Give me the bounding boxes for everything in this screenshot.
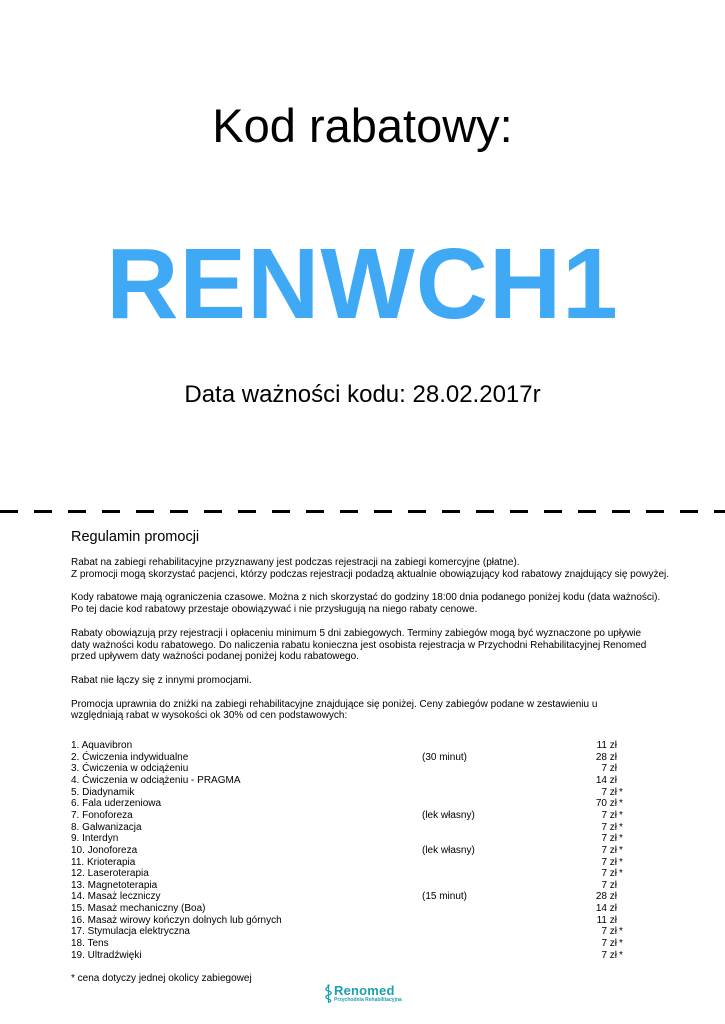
- price-asterisk: *: [619, 926, 623, 938]
- paragraph-line: Rabat na zabiegi rehabilitacyjne przyznawany jest podczas rejestracji na zabiegi komercyjne (płatne).: [71, 557, 520, 568]
- treatment-name: 11. Krioterapia: [71, 856, 136, 868]
- treatment-name: 4. Ćwiczenia w odciążeniu - PRAGMA: [71, 775, 241, 787]
- treatment-note: (lek własny): [422, 810, 475, 821]
- paragraph-line: Rabat nie łączy się z innymi promocjami.: [71, 674, 252, 686]
- treatment-name: 7. Fonoforeza: [71, 810, 133, 821]
- treatment-price: 14 zł: [595, 775, 617, 787]
- price-list-item: [71, 810, 671, 822]
- paragraph-line: Z promocji mogą skorzystać pacjenci, którzy podczas rejestracji podadzą aktualnie obowiązujący kod rabatowy znajdujący się powyżej.: [71, 568, 670, 580]
- treatment-price: 70 zł: [595, 798, 617, 810]
- treatment-price: 7 zł: [601, 868, 617, 880]
- price-list-item: [71, 798, 671, 810]
- treatment-name: 15. Masaż mechaniczny (Boa): [71, 903, 206, 915]
- price-list-item: [71, 891, 671, 903]
- rules-paragraphs: [71, 557, 671, 722]
- paragraph-line: Rabaty obowiązują przy rejestracji i opłaceniu minimum 5 dni zabiegowych. Terminy zabiegów mogą być wyznaczone po upływie: [71, 627, 642, 639]
- treatment-price: 7 zł: [601, 938, 617, 950]
- paragraph-line: Po tej dacie kod rabatowy przestaje obowiązywać i nie przysługują na niego rabaty cenowe.: [71, 604, 478, 616]
- price-list-item: [71, 845, 671, 857]
- price-list-item: [71, 833, 671, 845]
- treatment-name: 5. Diadynamik: [71, 786, 135, 798]
- rules-paragraph: [71, 592, 671, 616]
- treatment-note: (30 minut): [422, 751, 468, 763]
- treatment-name: 8. Galwanizacja: [71, 821, 142, 833]
- renomed-logo: [324, 984, 404, 1006]
- treatment-price: 11 zł: [596, 740, 617, 752]
- promotion-rules: [71, 528, 671, 985]
- treatment-price: 7 zł: [601, 833, 617, 845]
- treatment-name: 14. Masaż leczniczy: [71, 891, 161, 903]
- treatment-name: 2. Ćwiczenia indywidualne: [71, 751, 189, 763]
- price-asterisk: *: [619, 786, 623, 798]
- treatment-price: 7 zł: [601, 763, 617, 775]
- price-asterisk: *: [619, 810, 623, 821]
- rules-paragraph: [71, 675, 671, 687]
- caduceus-icon: [324, 984, 333, 1004]
- price-list: [71, 740, 671, 961]
- price-list-item: [71, 880, 671, 892]
- paragraph-line: daty ważności kodu rabatowego. Do naliczenia rabatu konieczna jest osobista rejestracja w Przychodni Rehabilitacyjnej Renomed: [71, 639, 647, 651]
- rules-paragraph: [71, 557, 671, 581]
- price-list-item: [71, 763, 671, 775]
- treatment-name: 18. Tens: [71, 938, 109, 950]
- code-validity-date: Data ważności kodu: 28.02.2017r: [184, 381, 541, 408]
- treatment-price: 7 zł: [601, 926, 617, 938]
- logo-subtitle: Przychodnia Rehabilitacyjna: [334, 997, 402, 1003]
- treatment-price: 7 zł: [601, 949, 617, 961]
- treatment-name: 9. Interdyn: [71, 833, 119, 845]
- treatment-name: 10. Jonoforeza: [71, 844, 138, 856]
- rules-title: Regulamin promocji: [71, 529, 200, 545]
- treatment-price: 7 zł: [601, 786, 617, 798]
- coupon-heading: Kod rabatowy:: [212, 99, 513, 152]
- treatment-name: 6. Fala uderzeniowa: [71, 798, 162, 810]
- paragraph-line: Promocja uprawnia do zniżki na zabiegi rehabilitacyjne znajdujące się poniżej. Ceny zabiegów podane w zestawieniu u: [71, 698, 598, 710]
- treatment-name: 1. Aquavibron: [71, 740, 133, 752]
- treatment-price: 28 zł: [595, 891, 617, 903]
- treatment-price: 7 zł: [601, 879, 617, 891]
- price-asterisk: *: [619, 856, 623, 868]
- price-list-item: [71, 926, 671, 938]
- paragraph-line: przed upływem daty ważności podanej poniżej kodu rabatowego.: [71, 651, 359, 663]
- treatment-price: 7 zł: [601, 856, 617, 868]
- treatment-note: (15 minut): [422, 891, 468, 903]
- price-list-item: [71, 775, 671, 787]
- treatment-price: 7 zł: [601, 810, 617, 821]
- price-list-item: [71, 740, 671, 752]
- price-asterisk: *: [619, 844, 623, 856]
- treatment-name: 16. Masaż wirowy kończyn dolnych lub górnych: [71, 914, 282, 926]
- logo-name: Renomed: [334, 983, 395, 998]
- treatment-price: 11 zł: [596, 914, 617, 926]
- treatment-name: 3. Ćwiczenia w odciążeniu: [71, 763, 189, 775]
- price-asterisk: *: [619, 798, 623, 810]
- price-list-item: [71, 868, 671, 880]
- treatment-price: 14 zł: [595, 903, 617, 915]
- paragraph-line: Kody rabatowe mają ograniczenia czasowe. Można z nich skorzystać do godziny 18:00 dnia podanego poniżej kodu (data ważności).: [71, 592, 661, 604]
- price-list-item: [71, 857, 671, 869]
- price-footnote: * cena dotyczy jednej okolicy zabiegowej: [71, 973, 252, 985]
- treatment-price: 7 zł: [601, 821, 617, 833]
- treatment-name: 17. Stymulacja elektryczna: [71, 926, 190, 938]
- treatment-name: 19. Ultradźwięki: [71, 949, 142, 961]
- price-asterisk: *: [619, 821, 623, 833]
- rules-paragraph: [71, 699, 671, 723]
- price-list-item: [71, 915, 671, 927]
- discount-code: RENWCH1: [106, 228, 619, 340]
- price-list-item: [71, 822, 671, 834]
- rules-paragraph: [71, 628, 671, 663]
- price-asterisk: *: [619, 949, 623, 961]
- price-list-item: [71, 787, 671, 799]
- price-list-item: [71, 938, 671, 950]
- price-asterisk: *: [619, 938, 623, 950]
- cut-line-divider: [0, 510, 725, 513]
- price-list-item: [71, 752, 671, 764]
- treatment-price: 28 zł: [595, 751, 617, 763]
- paragraph-line: względniają rabat w wysokości ok 30% od cen podstawowych:: [71, 710, 348, 722]
- treatment-name: 13. Magnetoterapia: [71, 879, 158, 891]
- price-list-item: [71, 950, 671, 962]
- price-asterisk: *: [619, 868, 623, 880]
- treatment-note: (lek własny): [422, 844, 475, 856]
- treatment-price: 7 zł: [601, 844, 617, 856]
- price-asterisk: *: [619, 833, 623, 845]
- treatment-name: 12. Laseroterapia: [71, 868, 149, 880]
- price-list-item: [71, 903, 671, 915]
